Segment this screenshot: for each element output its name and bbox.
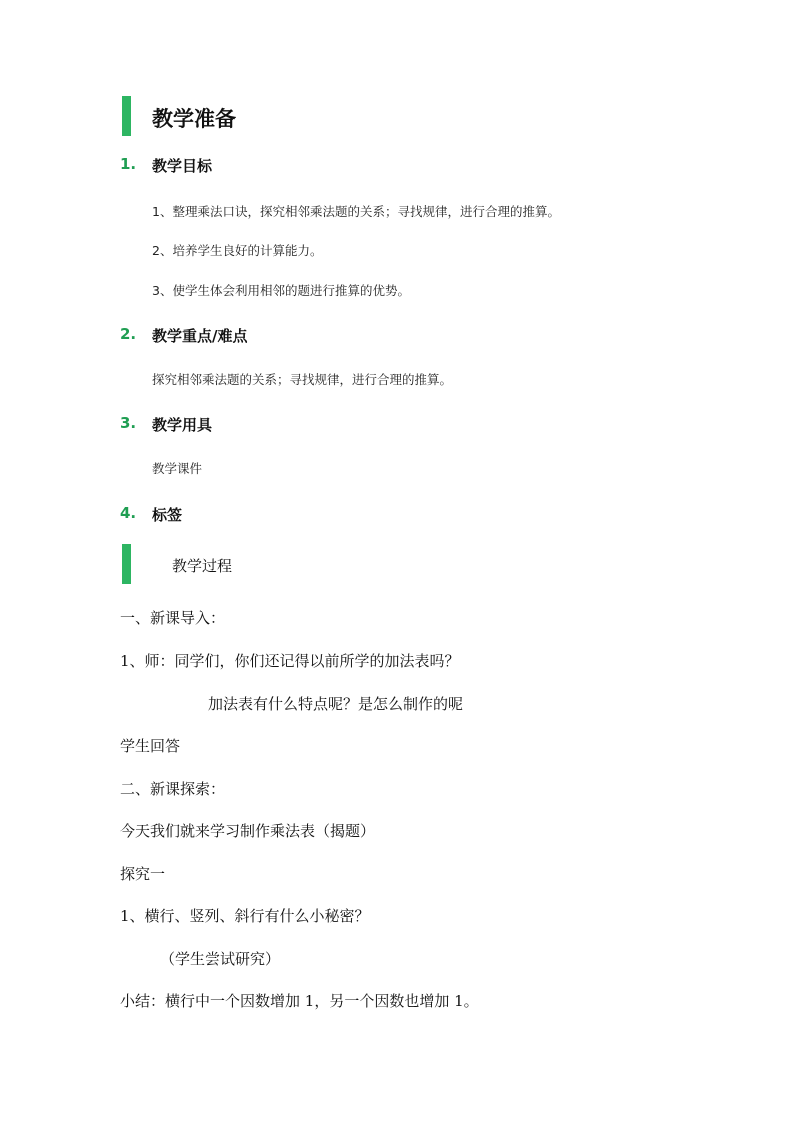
process-line: 探究一 (120, 865, 166, 883)
process-line: 一、新课导入： (120, 609, 226, 627)
page-title: 教学准备 (152, 107, 236, 131)
process-line: 二、新课探索： (120, 780, 226, 798)
section-title: 教学目标 (152, 157, 213, 175)
section-number: 3. (120, 414, 137, 432)
process-line: 1、横行、竖列、斜行有什么小秘密？ (120, 907, 370, 925)
process-line: （学生尝试研究） (160, 950, 281, 968)
process-line: 学生回答 (120, 737, 181, 755)
heading-accent-bar (122, 544, 131, 584)
section-number: 1. (120, 155, 137, 173)
section-title: 教学用具 (152, 416, 213, 434)
process-line: 今天我们就来学习制作乘法表（揭题） (120, 822, 376, 840)
section-text: 探究相邻乘法题的关系；寻找规律，进行合理的推算。 (152, 372, 453, 387)
list-item: 2、培养学生良好的计算能力。 (152, 243, 323, 258)
section-number: 2. (120, 325, 137, 343)
section-title: 标签 (152, 506, 183, 524)
heading-accent-bar (122, 96, 131, 136)
process-line: 小结：横行中一个因数增加 1，另一个因数也增加 1。 (120, 992, 479, 1010)
list-item: 3、使学生体会利用相邻的题进行推算的优势。 (152, 283, 410, 298)
section-number: 4. (120, 504, 137, 522)
list-item: 1、整理乘法口诀，探究相邻乘法题的关系；寻找规律，进行合理的推算。 (152, 204, 560, 219)
section-title: 教学重点/难点 (152, 327, 248, 345)
section-text: 教学课件 (152, 461, 203, 476)
process-title: 教学过程 (172, 557, 233, 575)
process-line: 加法表有什么特点呢？是怎么制作的呢 (208, 695, 464, 713)
process-line: 1、师：同学们，你们还记得以前所学的加法表吗？ (120, 652, 460, 670)
